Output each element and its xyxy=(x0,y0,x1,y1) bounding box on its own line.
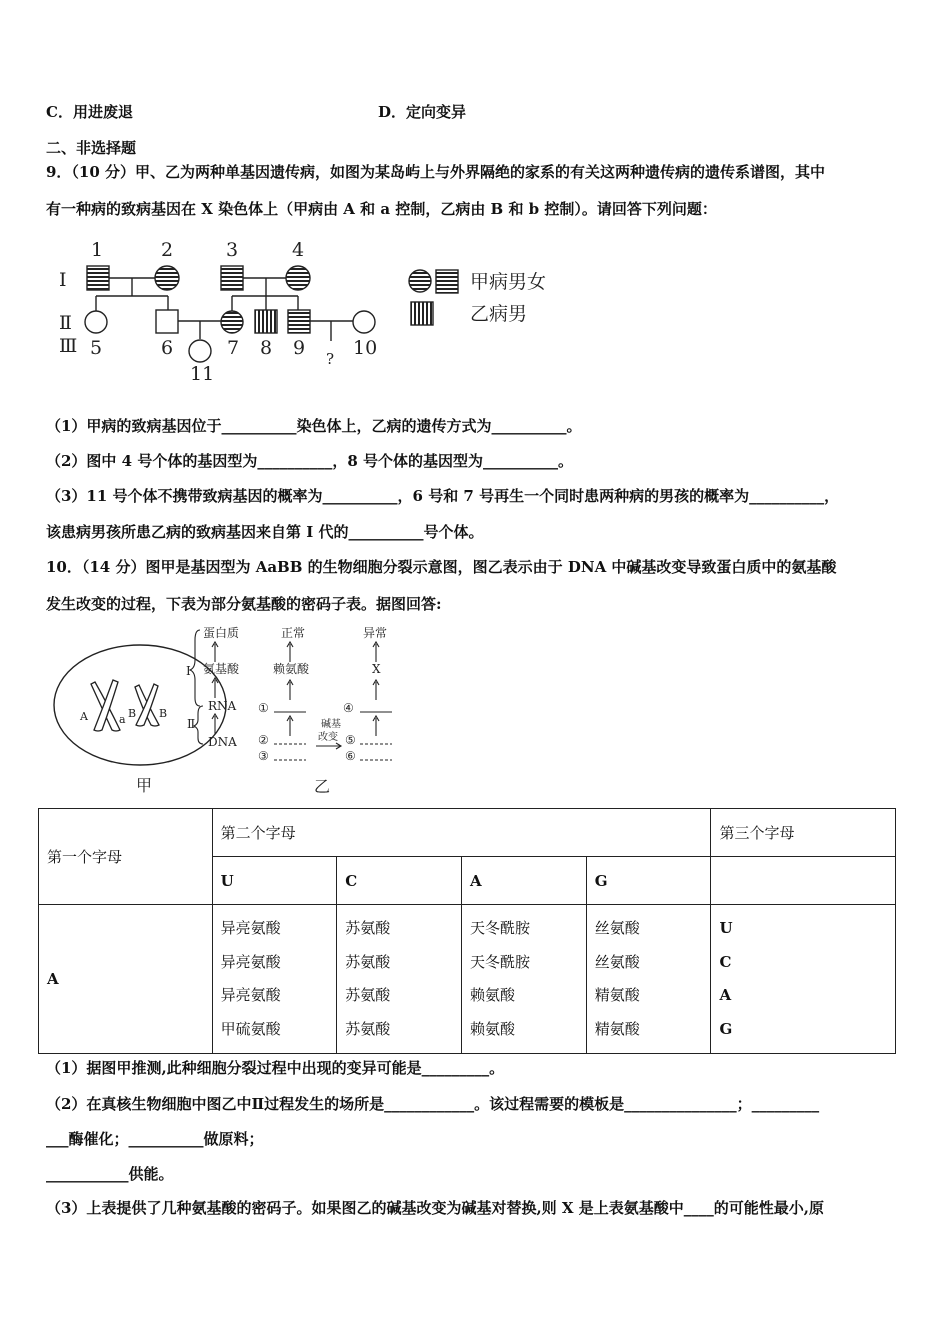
q9-stem-line1: 9．（10 分）甲、乙为两种单基因遗传病，如图为某岛屿上与外界隔绝的家系的有关这两种遗传病的遗传系谱图，其中 xyxy=(46,163,826,181)
legend-disease-b-icon xyxy=(411,302,433,325)
individual-11 xyxy=(189,340,211,362)
table-cell: 丝氨酸 xyxy=(594,919,640,937)
q10-stem-line2: 发生改变的过程，下表为部分氨基酸的密码子表。据图回答: xyxy=(46,595,442,613)
label-6: 6 xyxy=(161,337,174,359)
label-10: 10 xyxy=(353,337,378,359)
label-normal: 正常 xyxy=(281,626,306,640)
gen-label-3: Ⅲ xyxy=(59,335,78,357)
roman-2: Ⅱ xyxy=(187,717,196,731)
stage-protein: 蛋白质 xyxy=(203,626,240,640)
individual-5 xyxy=(85,311,107,333)
figure-jia-label: 甲 xyxy=(136,776,153,795)
table-cell: A xyxy=(719,986,732,1004)
label-x: X xyxy=(372,662,381,676)
allele-a: a xyxy=(119,713,126,726)
col-third-empty xyxy=(711,857,896,905)
q9-sub1: （1）甲病的致病基因位于__________染色体上，乙病的遗传方式为__________。 xyxy=(46,417,582,435)
table-cell: 天冬酰胺 xyxy=(470,919,531,937)
table-cell: 赖氨酸 xyxy=(470,1019,516,1038)
q9-stem-line2: 有一种病的致病基因在 X 染色体上（甲病由 A 和 a 控制，乙病由 B 和 b 控制）。请回答下列问题： xyxy=(46,200,717,218)
table-cell: 苏氨酸 xyxy=(345,986,391,1004)
col-a: A xyxy=(462,857,587,905)
label-2: 2 xyxy=(161,239,174,261)
label-8: 8 xyxy=(260,337,273,359)
option-c: C．用进废退 xyxy=(46,103,133,121)
stage-rna: RNA xyxy=(208,699,237,713)
allele-A: A xyxy=(80,710,88,723)
table-cell: 苏氨酸 xyxy=(345,919,391,937)
q10-sub2-line2: ___酶催化；__________做原料； xyxy=(46,1130,264,1148)
legend-disease-b: 乙病男 xyxy=(470,303,528,325)
num-1: ① xyxy=(258,701,269,715)
label-4: 4 xyxy=(292,239,305,261)
num-5: ⑤ xyxy=(345,733,356,747)
gen-label-1: Ⅰ xyxy=(59,269,67,291)
label-abnormal: 异常 xyxy=(363,626,388,640)
roman-1: Ⅰ xyxy=(186,664,191,678)
allele-B2: B xyxy=(159,707,168,720)
individual-1 xyxy=(87,266,109,290)
q10-stem-line1: 10．（14 分）图甲是基因型为 AaBB 的生物细胞分裂示意图，图乙表示由于 DNA 中碱基改变导致蛋白质中的氨基酸 xyxy=(46,558,837,576)
label-9: 9 xyxy=(293,337,306,359)
label-unknown: ? xyxy=(326,350,335,368)
table-cell: 天冬酰胺 xyxy=(470,952,531,971)
label-11: 11 xyxy=(190,363,215,385)
table-cell: 苏氨酸 xyxy=(345,952,391,971)
header-first-letter: 第一个字母 xyxy=(39,809,213,905)
num-4: ④ xyxy=(343,701,354,715)
legend-female-icon xyxy=(409,270,431,292)
row-first-letter: A xyxy=(39,905,213,1054)
table-cell: 苏氨酸 xyxy=(345,1019,391,1038)
header-second-letter: 第二个字母 xyxy=(212,809,711,857)
col-u: U xyxy=(212,857,337,905)
figure-yi-label: 乙 xyxy=(314,777,331,796)
pedigree-chart xyxy=(50,236,570,386)
table-cell: 异亮氨酸 xyxy=(220,919,281,937)
individual-10 xyxy=(353,311,375,333)
individual-4 xyxy=(286,266,310,290)
q9-sub2: （2）图中 4 号个体的基因型为__________，8 号个体的基因型为__________。 xyxy=(46,452,573,470)
allele-B1: B xyxy=(128,707,137,720)
q9-sub3-line2: 该患病男孩所患乙病的致病基因来自第 Ⅰ 代的__________号个体。 xyxy=(46,523,484,541)
q9-sub3-line1: （3）11 号个体不携带致病基因的概率为__________，6 号和 7 号再生一个同时患两种病的男孩的概率为__________， xyxy=(46,487,840,505)
label-mutation-bottom: 改变 xyxy=(318,732,338,743)
table-cell: G xyxy=(719,1019,733,1038)
cells-g xyxy=(586,905,711,1054)
cell-outline xyxy=(54,645,226,765)
individual-9 xyxy=(288,310,310,333)
col-c: C xyxy=(337,857,462,905)
cells-c xyxy=(337,905,462,1054)
individual-6 xyxy=(156,310,178,333)
header-third-letter: 第三个字母 xyxy=(711,809,896,857)
cells-a xyxy=(462,905,587,1054)
stage-dna: DNA xyxy=(208,735,237,749)
table-cell: U xyxy=(719,919,733,937)
codon-table xyxy=(38,808,896,1054)
cells-third xyxy=(711,905,896,1054)
option-d: D．定向变异 xyxy=(378,103,467,121)
cells-u xyxy=(212,905,337,1054)
individual-2 xyxy=(155,266,179,290)
table-cell: 异亮氨酸 xyxy=(220,986,281,1004)
label-mutation-top: 碱基 xyxy=(321,719,341,730)
num-6: ⑥ xyxy=(345,749,356,763)
individual-8 xyxy=(255,310,277,333)
legend-disease-a: 甲病男女 xyxy=(470,271,547,293)
section-title: 二、非选择题 xyxy=(46,139,137,157)
table-cell: 甲硫氨酸 xyxy=(220,1019,281,1038)
q10-sub1: （1）据图甲推测,此种细胞分裂过程中出现的变异可能是_________。 xyxy=(46,1059,505,1077)
col-g: G xyxy=(586,857,711,905)
q10-sub3: （3）上表提供了几种氨基酸的密码子。如果图乙的碱基改变为碱基对替换,则 X 是上表氨基酸中____的可能性最小,原 xyxy=(46,1199,824,1217)
label-7: 7 xyxy=(227,337,240,359)
table-cell: 精氨酸 xyxy=(594,1019,640,1038)
label-1: 1 xyxy=(91,239,104,261)
stage-amino-acid: 氨基酸 xyxy=(203,662,240,676)
table-cell: C xyxy=(719,952,732,971)
table-cell: 赖氨酸 xyxy=(470,986,516,1004)
table-cell: 精氨酸 xyxy=(594,986,640,1004)
individual-7 xyxy=(221,311,243,333)
label-lysine: 赖氨酸 xyxy=(273,662,310,676)
table-cell: 异亮氨酸 xyxy=(220,952,281,971)
num-2: ② xyxy=(258,733,269,747)
label-5: 5 xyxy=(90,337,103,359)
cell-division-figure xyxy=(50,620,410,800)
gen-label-2: Ⅱ xyxy=(59,312,72,334)
num-3: ③ xyxy=(258,749,269,763)
legend-male-icon xyxy=(436,270,458,293)
q10-sub2-line3: ___________供能。 xyxy=(46,1165,174,1183)
table-cell: 丝氨酸 xyxy=(594,952,640,971)
individual-3 xyxy=(221,266,243,290)
label-3: 3 xyxy=(226,239,239,261)
q10-sub2-line1: （2）在真核生物细胞中图乙中Ⅱ过程发生的场所是____________。该过程需要的模板是_______________；_________ xyxy=(46,1095,820,1113)
